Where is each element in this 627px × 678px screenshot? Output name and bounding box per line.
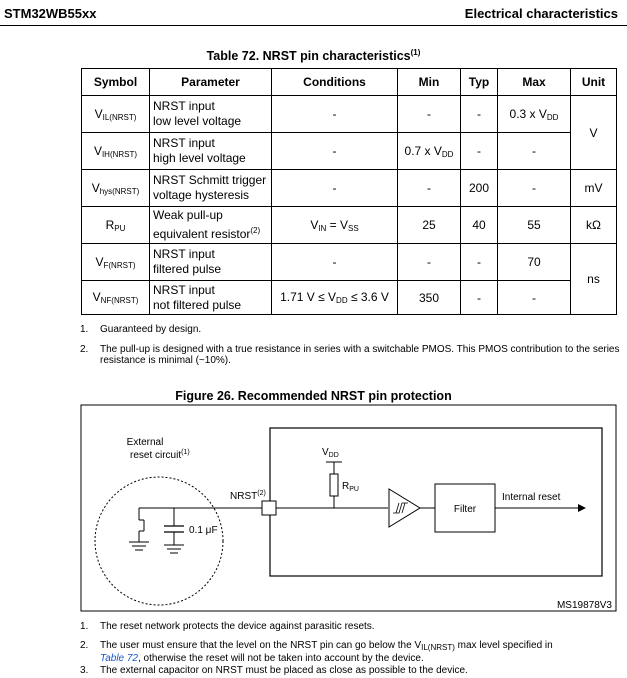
- symbol-cell: $V_{IH(NRST)}$: [82, 133, 150, 170]
- symbol-cell: $V_{F(NRST)}$: [82, 244, 150, 281]
- max-cell: 0.3 x $V_{DD}$: [498, 96, 571, 133]
- external-label-line2: reset circuit$^{(1)}$: [130, 449, 190, 461]
- parameter-cell: Weak pull-up equivalent resistor$^{(2)}$: [150, 207, 272, 244]
- vdd-label: $V_{DD}$: [322, 447, 339, 459]
- table-72-link[interactable]: Table 72: [100, 653, 138, 664]
- col-header-parameter: Parameter: [150, 69, 272, 96]
- external-circuit-circle: [95, 477, 223, 605]
- typ-cell: -: [461, 133, 498, 170]
- min-cell: 0.7 x $V_{DD}$: [398, 133, 461, 170]
- min-cell: 25: [398, 207, 461, 244]
- max-cell: -: [498, 281, 571, 315]
- parameter-cell: NRST input high level voltage: [150, 133, 272, 170]
- col-header-min: Min: [398, 69, 461, 96]
- pull-up-resistor: [330, 474, 338, 496]
- rpu-label: $R_{PU}$: [342, 481, 359, 493]
- doc-section-name: Electrical characteristics: [464, 6, 618, 21]
- table-title: Table 72. NRST pin characteristics$^{(1)}$: [206, 48, 421, 64]
- min-cell: -: [398, 244, 461, 281]
- col-header-unit: Unit: [571, 69, 617, 96]
- unit-cell-volts: V: [571, 96, 617, 170]
- min-cell: -: [398, 96, 461, 133]
- parameter-cell: NRST input low level voltage: [150, 96, 272, 133]
- conditions-cell: $V_{IN} = V_{SS}$: [272, 207, 398, 244]
- parameter-cell: NRST Schmitt trigger voltage hysteresis: [150, 170, 272, 207]
- schmitt-trigger-buffer: [389, 489, 420, 527]
- figure-title: Figure 26. Recommended NRST pin protection: [175, 389, 452, 403]
- col-header-typ: Typ: [461, 69, 498, 96]
- conditions-cell: -: [272, 170, 398, 207]
- conditions-cell: 1.71 $V \le V_{DD} \le 3.6$ V: [272, 281, 398, 315]
- figure-code: MS19878V3: [556, 600, 612, 611]
- typ-cell: -: [461, 281, 498, 315]
- max-cell: 70: [498, 244, 571, 281]
- filter-label: Filter: [453, 504, 477, 515]
- capacitor-value-label: 0.1 μF: [189, 525, 218, 536]
- unit-cell-ns: ns: [571, 244, 617, 315]
- conditions-cell: -: [272, 244, 398, 281]
- col-header-conditions: Conditions: [272, 69, 398, 96]
- typ-cell: 40: [461, 207, 498, 244]
- internal-reset-label: Internal reset: [502, 492, 561, 503]
- col-header-max: Max: [498, 69, 571, 96]
- symbol-cell: $V_{NF(NRST)}$: [82, 281, 150, 315]
- nrst-pin-square: [262, 501, 276, 515]
- symbol-cell: $V_{IL(NRST)}$: [82, 96, 150, 133]
- col-header-symbol: Symbol: [82, 69, 150, 96]
- unit-cell: mV: [571, 170, 617, 207]
- conditions-cell: -: [272, 133, 398, 170]
- min-cell: -: [398, 170, 461, 207]
- symbol-cell: $R_{PU}$: [82, 207, 150, 244]
- symbol-cell: $V_{hys(NRST)}$: [82, 170, 150, 207]
- nrst-pin-label: NRST$^{(2)}$: [230, 490, 266, 502]
- external-label-line1: External: [126, 437, 164, 448]
- conditions-cell: -: [272, 96, 398, 133]
- unit-cell: kΩ: [571, 207, 617, 244]
- parameter-cell: NRST input filtered pulse: [150, 244, 272, 281]
- typ-cell: -: [461, 244, 498, 281]
- min-cell: 350: [398, 281, 461, 315]
- max-cell: 55: [498, 207, 571, 244]
- max-cell: -: [498, 133, 571, 170]
- doc-product-name: STM32WB55xx: [4, 6, 97, 21]
- typ-cell: -: [461, 96, 498, 133]
- typ-cell: 200: [461, 170, 498, 207]
- arrow-right-icon: [578, 504, 586, 512]
- parameter-cell: NRST input not filtered pulse: [150, 281, 272, 315]
- max-cell: -: [498, 170, 571, 207]
